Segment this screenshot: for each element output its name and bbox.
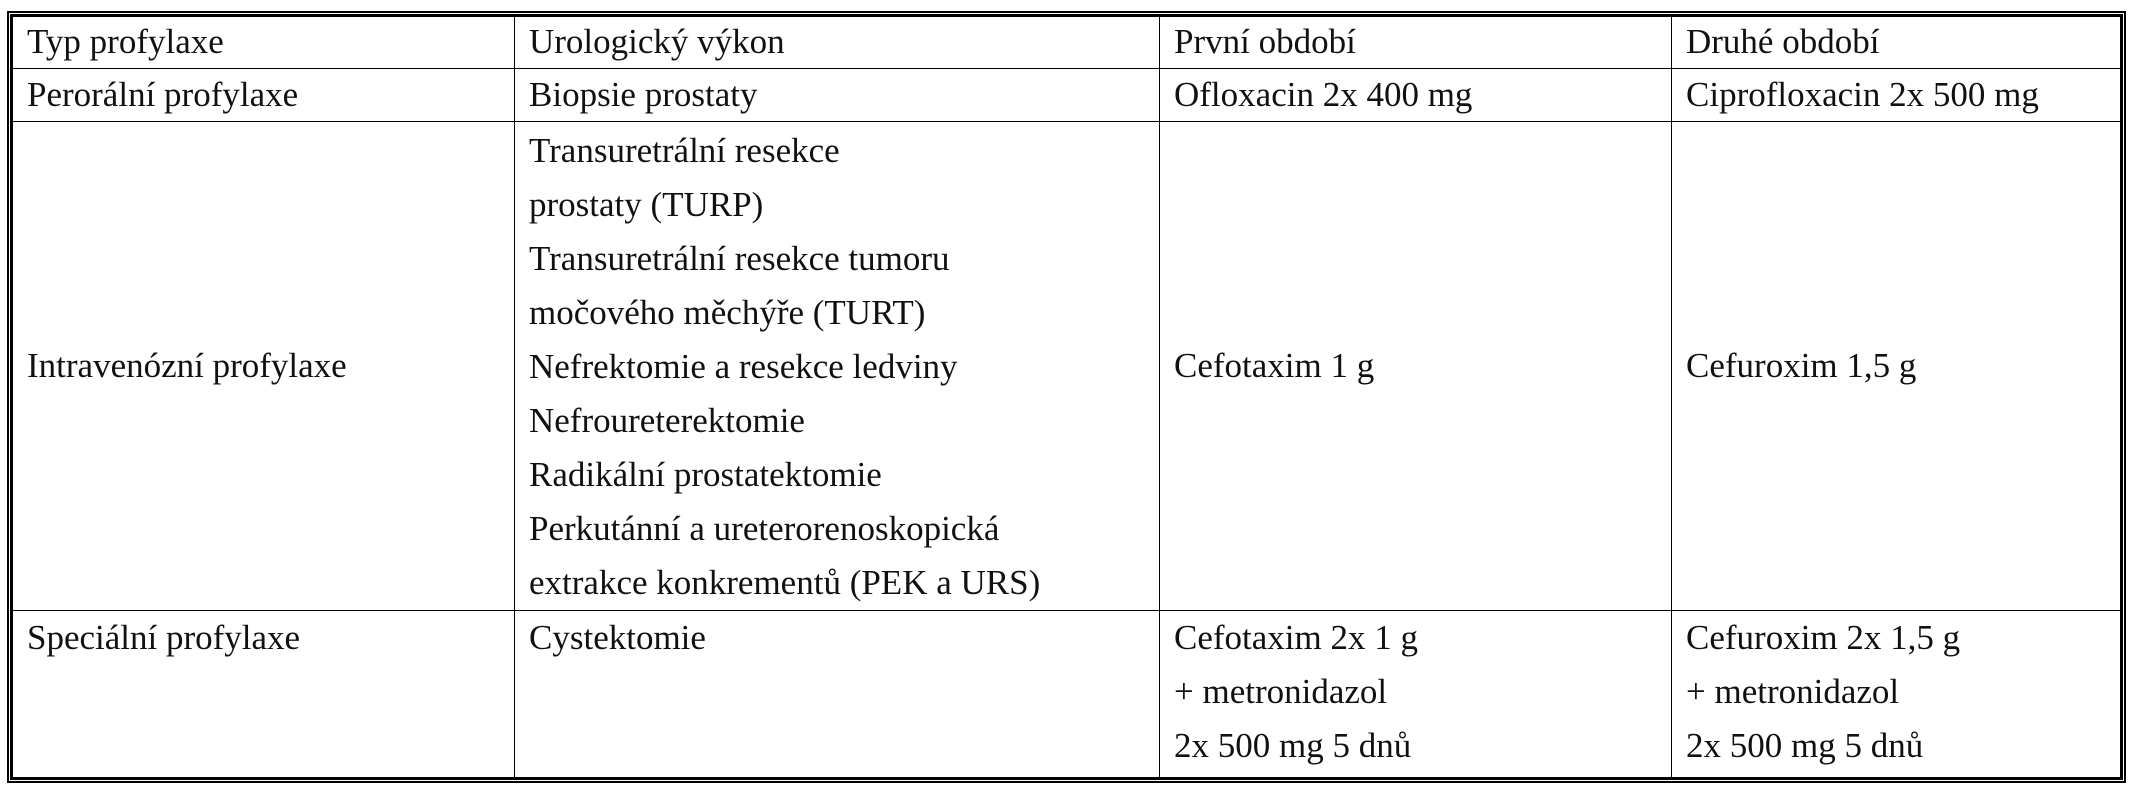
- procedure-line: Perkutánní a ureterorenoskopická: [529, 509, 1000, 548]
- cell-type: Intravenózní profylaxe: [13, 122, 515, 611]
- procedure-line: močového měchýře (TURT): [529, 293, 926, 332]
- cell-procedure: [515, 69, 1160, 122]
- table-row: [13, 611, 2121, 778]
- drug-line: + metronidazol: [1174, 672, 1388, 711]
- procedure-line: extrakce konkrementů (PEK a URS): [529, 563, 1041, 602]
- table-header-row: [13, 17, 2121, 69]
- prophylaxis-table: [12, 16, 2121, 778]
- table-row: [13, 122, 2121, 611]
- drug-line: Ofloxacin 2x 400 mg: [1174, 75, 1473, 114]
- procedure-line: Transuretrální resekce: [529, 131, 840, 170]
- drug-line: Cefuroxim 1,5 g: [1686, 346, 1917, 385]
- header-cell-procedure: Urologický výkon: [515, 17, 1160, 69]
- drug-line: Ciprofloxacin 2x 500 mg: [1686, 75, 2039, 114]
- cell-second-period: [1672, 611, 2121, 778]
- table-row: [13, 69, 2121, 122]
- drug-line: 2x 500 mg 5 dnů: [1174, 726, 1412, 765]
- header-cell-first-period: První období: [1160, 17, 1672, 69]
- procedure-line: Biopsie prostaty: [529, 75, 758, 114]
- cell-procedure: [515, 122, 1160, 611]
- procedure-line: Nefrektomie a resekce ledviny: [529, 347, 958, 386]
- procedure-line: prostaty (TURP): [529, 185, 764, 224]
- procedure-line: Radikální prostatektomie: [529, 455, 882, 494]
- drug-line: Cefotaxim 1 g: [1174, 346, 1375, 385]
- table-frame: [7, 11, 2126, 783]
- drug-line: Cefotaxim 2x 1 g: [1174, 618, 1418, 657]
- procedure-line: Nefroureterektomie: [529, 401, 805, 440]
- cell-type: Perorální profylaxe: [13, 69, 515, 122]
- cell-type: Speciální profylaxe: [13, 611, 515, 778]
- procedure-line: Cystektomie: [529, 618, 706, 657]
- drug-line: 2x 500 mg 5 dnů: [1686, 726, 1924, 765]
- cell-first-period: [1160, 122, 1672, 611]
- procedure-line: Transuretrální resekce tumoru: [529, 239, 950, 278]
- cell-second-period: [1672, 69, 2121, 122]
- cell-first-period: [1160, 611, 1672, 778]
- cell-first-period: [1160, 69, 1672, 122]
- cell-procedure: [515, 611, 1160, 778]
- drug-line: + metronidazol: [1686, 672, 1900, 711]
- drug-line: Cefuroxim 2x 1,5 g: [1686, 618, 1961, 657]
- header-cell-second-period: Druhé období: [1672, 17, 2121, 69]
- cell-second-period: [1672, 122, 2121, 611]
- header-cell-type: Typ profylaxe: [13, 17, 515, 69]
